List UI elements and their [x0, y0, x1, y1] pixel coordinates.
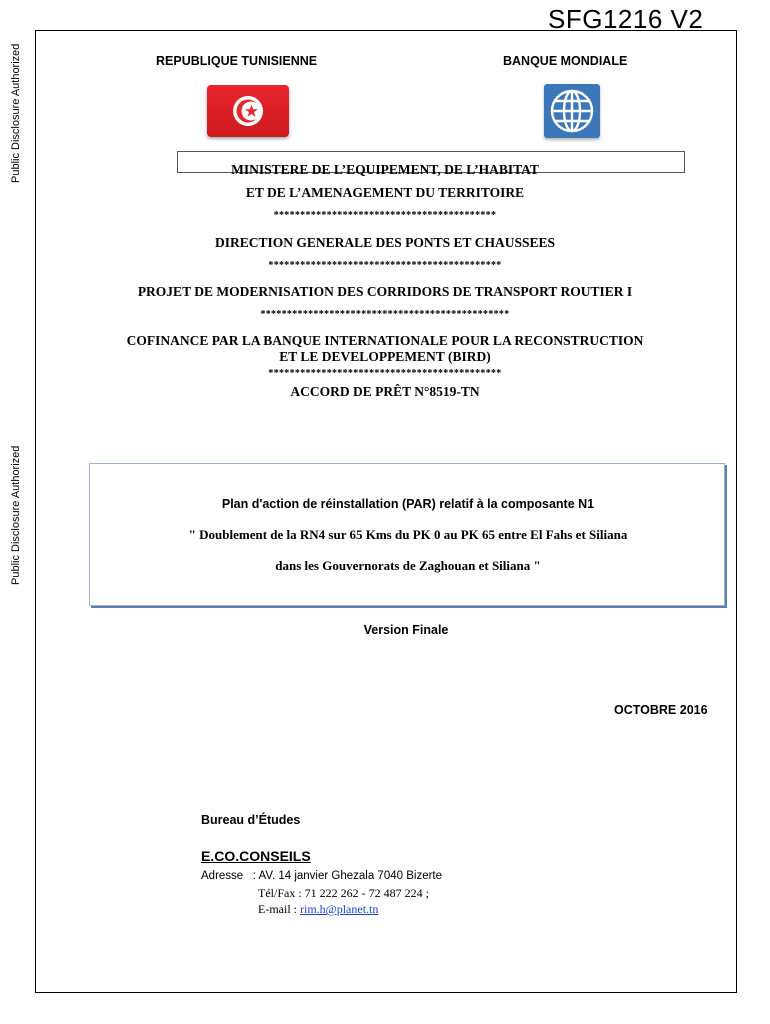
office-email-label: E-mail :: [258, 902, 297, 916]
header-world-bank: BANQUE MONDIALE: [503, 54, 628, 68]
separator-stars-3: ***********************************************: [260, 309, 510, 320]
par-subtitle-line-2: dans les Gouvernorats de Zaghouan et Siliana ": [275, 558, 541, 573]
side-label-disclosure-bottom: Public Disclosure Authorized: [10, 445, 22, 585]
project-title: PROJET DE MODERNISATION DES CORRIDORS DE TRANSPORT ROUTIER I: [137, 284, 633, 299]
par-title-box: [89, 463, 725, 606]
par-subtitle-line-1: " Doublement de la RN4 sur 65 Kms du PK 0 au PK 65 entre El Fahs et Siliana: [188, 527, 628, 542]
header-republic: REPUBLIQUE TUNISIENNE: [156, 54, 318, 68]
date-label: OCTOBRE 2016: [614, 703, 708, 717]
ministry-line-1: MINISTERE DE L’EQUIPEMENT, DE L’HABITAT: [231, 162, 539, 177]
office-email-link[interactable]: rim.h@planet.tn: [300, 902, 379, 916]
office-label: Bureau d’Études: [201, 813, 301, 827]
version-label: Version Finale: [363, 623, 449, 637]
separator-stars-2: ********************************************: [268, 260, 502, 271]
ministry-line-2: ET DE L’AMENAGEMENT DU TERRITOIRE: [245, 185, 525, 200]
par-title: Plan d'action de réinstallation (PAR) relatif à la composante N1: [221, 497, 595, 511]
tunisia-flag-icon: [207, 85, 289, 137]
world-bank-logo-icon: [544, 84, 600, 138]
document-id: SFG1216 V2: [548, 4, 704, 34]
cofinance-line-2: ET LE DEVELOPPEMENT (BIRD): [279, 349, 491, 364]
loan-agreement: ACCORD DE PRÊT N°8519-TN: [290, 384, 480, 399]
office-email-row: [258, 902, 378, 917]
direction-generale: DIRECTION GENERALE DES PONTS ET CHAUSSEES: [215, 235, 555, 250]
separator-stars-4: ********************************************: [268, 368, 502, 379]
office-address: Adresse : AV. 14 janvier Ghezala 7040 Bizerte: [201, 870, 443, 882]
office-phone: Tél/Fax : 71 222 262 - 72 487 224 ;: [258, 886, 429, 900]
cofinance-line-1: COFINANCE PAR LA BANQUE INTERNATIONALE POUR LA RECONSTRUCTION: [126, 333, 644, 348]
side-label-disclosure-top: Public Disclosure Authorized: [10, 43, 22, 183]
separator-stars-1: ******************************************: [273, 210, 497, 221]
office-name: E.CO.CONSEILS: [201, 848, 311, 864]
